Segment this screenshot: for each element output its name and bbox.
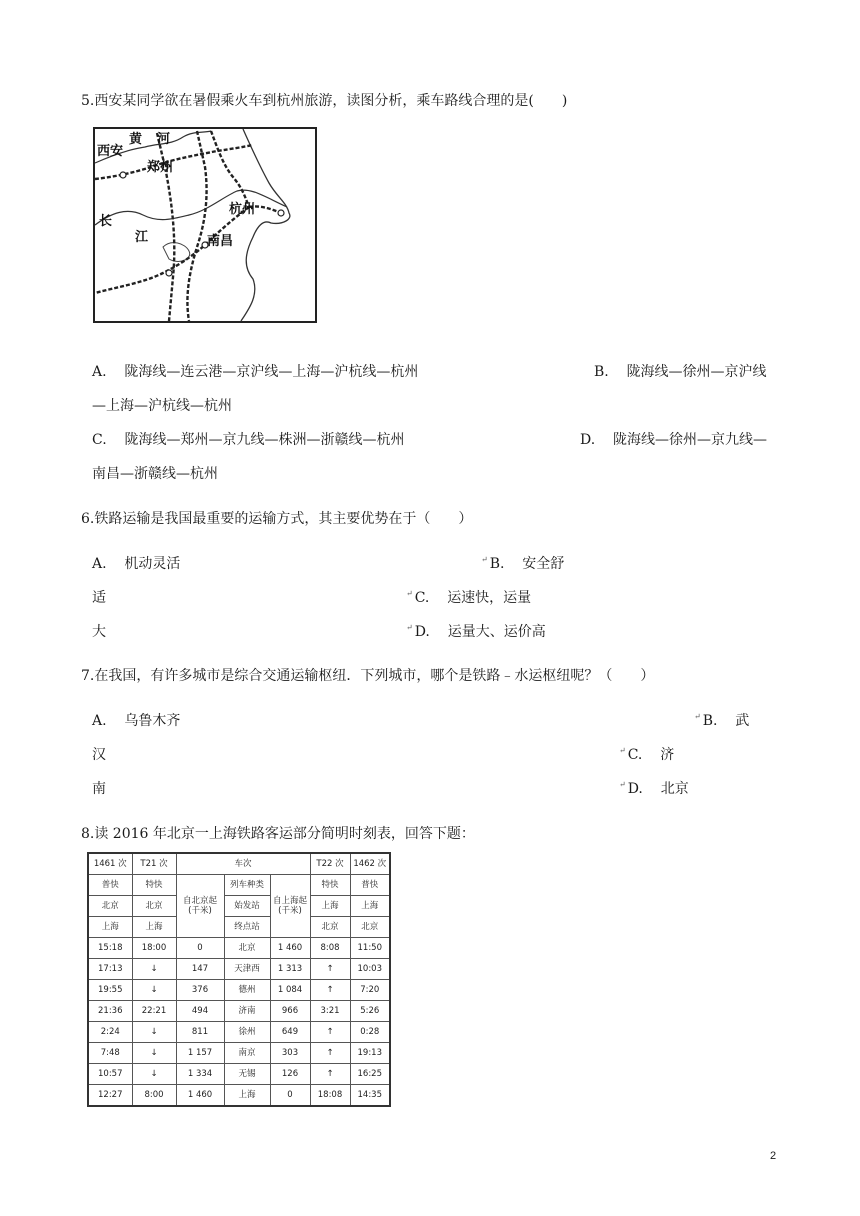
table-header-row — [88, 896, 390, 917]
q6-option-d — [406, 621, 546, 641]
table-row — [88, 938, 390, 959]
option-text: 乌鲁木齐 — [124, 713, 181, 729]
question-7-stem: 7.在我国，有许多城市是综合交通运输枢纽．下列城市，哪个是铁路﹣水运枢纽呢？（ ） — [81, 668, 655, 684]
table-row — [88, 1085, 390, 1107]
q7-option-a — [92, 710, 180, 730]
paragraph-mark: ↵ — [619, 780, 626, 790]
table-cell: 14:35 — [350, 1085, 390, 1107]
hangzhou-station — [278, 210, 284, 216]
q6-option-b-cont: 适 — [92, 590, 106, 606]
table-cell: 18:00 — [132, 938, 176, 959]
table-cell: 济南 — [224, 1001, 270, 1022]
table-row — [88, 1043, 390, 1064]
q6-option-c-cont: 大 — [92, 624, 106, 640]
table-cell: 10:03 — [350, 959, 390, 980]
map-border — [94, 128, 316, 322]
option-text: 安全舒 — [522, 556, 565, 572]
table-header-row — [88, 853, 390, 875]
table-cell: 811 — [176, 1022, 224, 1043]
table-cell: 7:48 — [88, 1043, 132, 1064]
header-cell: 自北京起(千米) — [176, 875, 224, 938]
table-row — [88, 1022, 390, 1043]
option-letter: C. — [627, 747, 643, 763]
header-cell: T22 次 — [310, 853, 350, 875]
header-cell: 上海 — [350, 896, 390, 917]
table-cell: 8:08 — [310, 938, 350, 959]
header-cell: 上海 — [88, 917, 132, 938]
q7-option-c-cont: 南 — [92, 781, 106, 797]
option-letter: B. — [489, 556, 505, 572]
q7-option-d — [619, 778, 689, 798]
label-yellow-river-2: 河 — [157, 132, 171, 147]
q5-option-c — [92, 429, 404, 449]
label-hangzhou: 杭州 — [229, 202, 256, 217]
table-cell: 15:18 — [88, 938, 132, 959]
option-letter: B. — [594, 364, 609, 380]
table-cell: ↓ — [132, 1043, 176, 1064]
q5-option-d — [580, 429, 767, 449]
table-cell: 1 313 — [270, 959, 310, 980]
table-cell: 12:27 — [88, 1085, 132, 1107]
table-cell: ↑ — [310, 1043, 350, 1064]
table-cell: 0:28 — [350, 1022, 390, 1043]
option-letter: B. — [702, 713, 718, 729]
table-cell: 649 — [270, 1022, 310, 1043]
table-cell: 0 — [270, 1085, 310, 1107]
railway-map — [93, 127, 317, 323]
table-cell: 0 — [176, 938, 224, 959]
table-cell: ↑ — [310, 980, 350, 1001]
option-letter: D. — [627, 781, 643, 797]
table-cell: 147 — [176, 959, 224, 980]
label-nanchang: 南昌 — [207, 234, 234, 249]
header-cell: 1462 次 — [350, 853, 390, 875]
table-cell: ↓ — [132, 959, 176, 980]
table-cell: ↓ — [132, 1064, 176, 1085]
table-cell: ↓ — [132, 980, 176, 1001]
q7-option-b-cont: 汉 — [92, 747, 106, 763]
table-cell: 天津西 — [224, 959, 270, 980]
table-cell: ↑ — [310, 1022, 350, 1043]
header-cell: 普快 — [350, 875, 390, 896]
label-xian: 西安 — [97, 144, 124, 159]
table-cell: 8:00 — [132, 1085, 176, 1107]
header-cell: 北京 — [88, 896, 132, 917]
header-cell: 终点站 — [224, 917, 270, 938]
q7-option-c — [619, 744, 674, 764]
table-row — [88, 959, 390, 980]
header-cell: 上海 — [310, 896, 350, 917]
table-cell: 22:21 — [132, 1001, 176, 1022]
paragraph-mark: ↵ — [406, 589, 413, 599]
label-yellow-river-1: 黄 — [129, 132, 143, 147]
table-cell: 2:24 — [88, 1022, 132, 1043]
option-text: 济 — [660, 747, 675, 763]
table-row — [88, 1064, 390, 1085]
table-cell: 1 334 — [176, 1064, 224, 1085]
option-text: 陇海线—郑州—京九线—株洲—浙赣线—杭州 — [124, 432, 405, 448]
option-letter: C. — [414, 590, 430, 606]
table-cell: 126 — [270, 1064, 310, 1085]
table-cell: 21:36 — [88, 1001, 132, 1022]
table-cell: 5:26 — [350, 1001, 390, 1022]
q6-option-b — [481, 553, 564, 573]
table-cell: 11:50 — [350, 938, 390, 959]
table-cell: 1 084 — [270, 980, 310, 1001]
header-cell: 车次 — [176, 853, 310, 875]
option-text: 运速快，运量 — [447, 590, 532, 606]
table-cell: ↓ — [132, 1022, 176, 1043]
question-5-stem: 5.西安某同学欲在暑假乘火车到杭州旅游，读图分析，乘车路线合理的是( ) — [81, 93, 568, 109]
option-letter: A. — [92, 713, 107, 729]
option-text: 机动灵活 — [124, 556, 181, 572]
option-text: 运量大、运价高 — [447, 624, 546, 640]
q5-option-b-cont: —上海—沪杭线—杭州 — [92, 398, 232, 414]
q7-option-b — [694, 710, 749, 730]
option-text: 北京 — [660, 781, 689, 797]
option-letter: A. — [92, 556, 107, 572]
header-cell: 北京 — [132, 896, 176, 917]
header-cell: 列车种类 — [224, 875, 270, 896]
option-letter: C. — [92, 432, 107, 448]
table-cell: 徐州 — [224, 1022, 270, 1043]
table-cell: 1 460 — [270, 938, 310, 959]
header-cell: 北京 — [350, 917, 390, 938]
option-text: 陇海线—连云港—京沪线—上海—沪杭线—杭州 — [124, 364, 419, 380]
railway-timetable — [87, 852, 391, 1107]
table-cell: 上海 — [224, 1085, 270, 1107]
table-cell: 966 — [270, 1001, 310, 1022]
option-text: 陇海线—徐州—京沪线 — [626, 364, 767, 380]
label-yangtze-2: 江 — [135, 230, 149, 245]
table-cell: 494 — [176, 1001, 224, 1022]
table-cell: 1 460 — [176, 1085, 224, 1107]
label-yangtze-1: 长 — [99, 214, 113, 229]
xian-station — [120, 172, 126, 178]
timetable-body — [88, 938, 390, 1107]
q6-option-a — [92, 553, 180, 573]
table-row — [88, 980, 390, 1001]
label-zhengzhou: 郑州 — [147, 160, 174, 175]
table-cell: 7:20 — [350, 980, 390, 1001]
table-cell: 18:08 — [310, 1085, 350, 1107]
header-cell: 特快 — [132, 875, 176, 896]
table-row — [88, 1001, 390, 1022]
table-cell: 16:25 — [350, 1064, 390, 1085]
q6-option-c — [406, 587, 531, 607]
option-letter: A. — [92, 364, 107, 380]
table-cell: 17:13 — [88, 959, 132, 980]
paragraph-mark: ↵ — [481, 555, 488, 565]
header-cell: T21 次 — [132, 853, 176, 875]
table-cell: ↑ — [310, 1064, 350, 1085]
table-cell: 北京 — [224, 938, 270, 959]
page-number: 2 — [770, 1150, 777, 1162]
table-cell: 德州 — [224, 980, 270, 1001]
table-cell: 376 — [176, 980, 224, 1001]
header-cell: 普快 — [88, 875, 132, 896]
table-cell: 19:13 — [350, 1043, 390, 1064]
paragraph-mark: ↵ — [694, 712, 701, 722]
header-cell: 始发站 — [224, 896, 270, 917]
table-cell: 无锡 — [224, 1064, 270, 1085]
question-8-stem: 8.读 2016 年北京一上海铁路客运部分简明时刻表，回答下题： — [81, 826, 475, 842]
q5-option-b — [594, 361, 767, 381]
option-text: 武 — [735, 713, 750, 729]
q5-option-a — [92, 361, 418, 381]
header-cell: 北京 — [310, 917, 350, 938]
option-letter: D. — [580, 432, 596, 448]
table-cell: 3:21 — [310, 1001, 350, 1022]
option-text: 陇海线—徐州—京九线— — [613, 432, 767, 448]
header-cell: 1461 次 — [88, 853, 132, 875]
table-header-row — [88, 917, 390, 938]
table-cell: 19:55 — [88, 980, 132, 1001]
table-cell: 1 157 — [176, 1043, 224, 1064]
table-cell: 303 — [270, 1043, 310, 1064]
zhuzhou-station — [166, 270, 172, 276]
header-cell: 上海 — [132, 917, 176, 938]
table-cell: 南京 — [224, 1043, 270, 1064]
option-letter: D. — [414, 624, 430, 640]
header-cell: 自上海起(千米) — [270, 875, 310, 938]
header-cell: 特快 — [310, 875, 350, 896]
q5-option-d-cont: 南昌—浙赣线—杭州 — [92, 466, 218, 482]
question-6-stem: 6.铁路运输是我国最重要的运输方式，其主要优势在于（ ） — [81, 511, 473, 527]
table-cell: 10:57 — [88, 1064, 132, 1085]
table-cell: ↑ — [310, 959, 350, 980]
paragraph-mark: ↵ — [619, 746, 626, 756]
paragraph-mark: ↵ — [406, 623, 413, 633]
table-header-row — [88, 875, 390, 896]
